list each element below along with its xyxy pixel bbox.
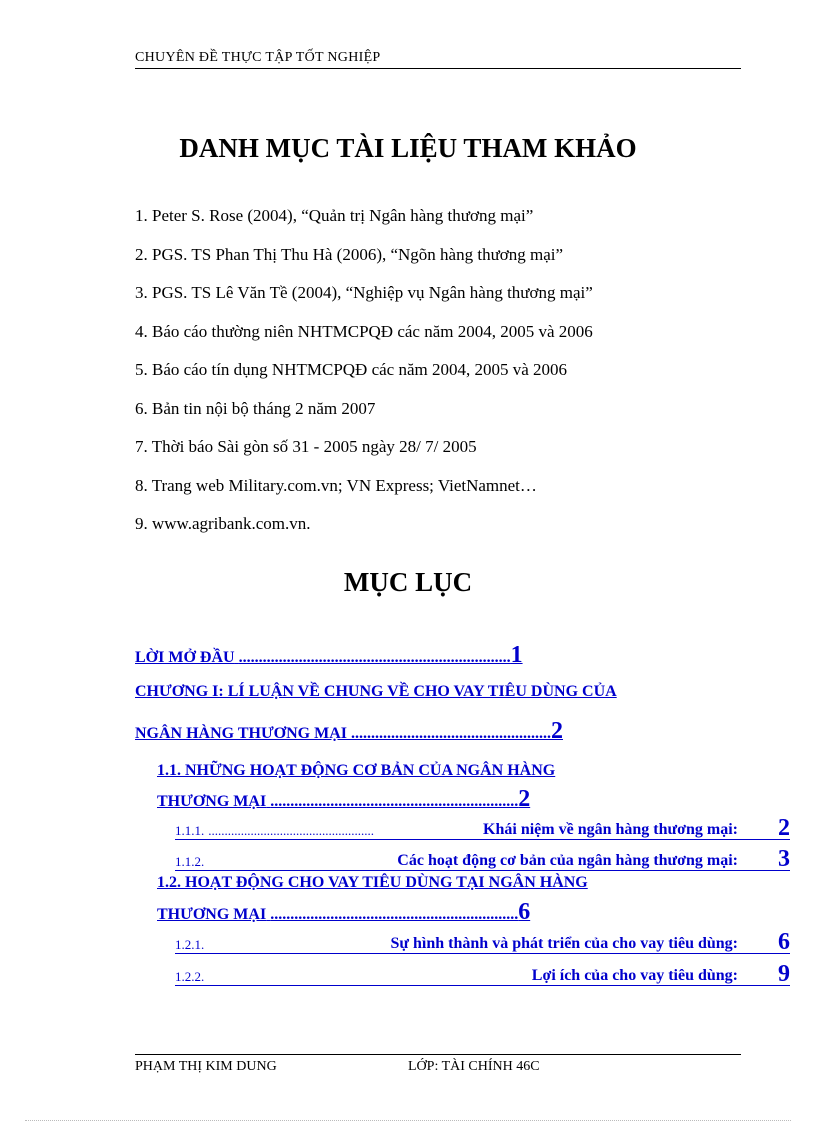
reference-item: 6. Bản tin nội bộ tháng 2 năm 2007: [135, 398, 376, 418]
toc-sub-1-2-1-label: Sự hình thành và phát triển của cho vay tiêu dùng:: [390, 935, 738, 952]
toc-section-1-2-line2: THƯƠNG MẠI: [157, 906, 267, 923]
reference-item: 3. PGS. TS Lê Văn Tề (2004), “Nghiệp vụ Ngân hàng thương mại”: [135, 283, 593, 302]
toc-chapter1-line2: NGÂN HÀNG THƯƠNG MẠI: [135, 725, 347, 742]
toc-chapter1-line1: CHƯƠNG I: LÍ LUẬN VỀ CHUNG VỀ CHO VAY TIÊU DÙNG CỦA: [135, 683, 617, 700]
toc-sub-1-2-1-number: 1.2.1.: [175, 937, 205, 952]
toc-sub-1-1-2-page: 3: [778, 846, 790, 872]
reference-item: 2. PGS. TS Phan Thị Thu Hà (2006), “Ngõn hàng thương mại”: [135, 244, 564, 264]
toc-section-1-1-page: 2: [518, 786, 531, 812]
toc-link-section-1-1[interactable]: [157, 762, 555, 780]
toc-link-section-1-1-cont[interactable]: [157, 786, 530, 813]
toc-sub-1-1-1-number: 1.1.1.: [175, 823, 205, 838]
reference-item: 1. Peter S. Rose (2004), “Quản trị Ngân hàng thương mại”: [135, 206, 534, 225]
toc-sub-1-2-2-page: 9: [778, 961, 790, 987]
toc-section-1-1-line1: 1.1. NHỮNG HOẠT ĐỘNG CƠ BẢN CỦA NGÂN HÀNG: [157, 762, 556, 779]
toc-sub-1-2-2-label: Lợi ích của cho vay tiêu dùng:: [531, 967, 738, 984]
toc-sub-1-1-2-label: Các hoạt động cơ bản của ngân hàng thương mại:: [397, 852, 738, 869]
toc-section-1-1-dots: ..............................................................: [270, 793, 519, 810]
toc-section-1-2-dots: ..............................................................: [270, 906, 519, 923]
reference-item: 5. Báo cáo tín dụng NHTMCPQĐ các năm 2004, 2005 và 2006: [135, 360, 568, 379]
toc-link-sub-1-2-2[interactable]: [175, 963, 790, 986]
page-bottom-divider: [25, 1120, 791, 1121]
toc-chapter1-page: 2: [551, 718, 563, 744]
references-title: DANH MỤC TÀI LIỆU THAM KHẢO: [179, 133, 637, 163]
toc-chapter1-dots: ..................................................: [351, 725, 551, 742]
reference-item: 9. www.agribank.com.vn.: [135, 514, 311, 533]
toc-intro-page: 1: [510, 642, 523, 668]
page-footer: [135, 1054, 741, 1075]
toc-link-sub-1-1-2[interactable]: [175, 848, 790, 871]
reference-item: 8. Trang web Military.com.vn; VN Express; VietNamnet…: [135, 475, 537, 495]
toc-sub-1-1-2-number: 1.1.2.: [175, 854, 205, 869]
toc-link-section-1-2-cont[interactable]: [157, 899, 530, 926]
toc-link-sub-1-2-1[interactable]: [175, 931, 790, 954]
toc-sub-1-2-1-page: 6: [778, 929, 790, 955]
references-list: [135, 205, 593, 552]
toc-sub-1-2-2-number: 1.2.2.: [175, 969, 205, 984]
footer-class: LỚP: TÀI CHÍNH 46C: [408, 1059, 540, 1074]
toc-link-chapter1-cont[interactable]: [135, 718, 563, 745]
toc-link-chapter1[interactable]: [135, 683, 617, 701]
toc-title: MỤC LỤC: [343, 567, 473, 597]
toc-intro-label: LỜI MỞ ĐẦU: [135, 649, 235, 666]
toc-sub-1-1-1-dots: ...................................................: [208, 823, 374, 838]
toc-section-1-2-page: 6: [518, 899, 531, 925]
toc-link-sub-1-1-1[interactable]: [175, 817, 790, 840]
toc-intro-dots: ....................................................................: [238, 649, 511, 666]
toc-section-1-1-line2: THƯƠNG MẠI: [157, 793, 267, 810]
reference-item: 7. Thời báo Sài gòn số 31 - 2005 ngày 28/ 7/ 2005: [135, 437, 477, 456]
page-header: CHUYÊN ĐỀ THỰC TẬP TỐT NGHIỆP: [135, 50, 741, 69]
toc-link-intro[interactable]: [135, 642, 523, 669]
toc-section-1-2-line1: 1.2. HOẠT ĐỘNG CHO VAY TIÊU DÙNG TẠI NGÂN HÀNG: [157, 874, 588, 891]
reference-item: 4. Báo cáo thường niên NHTMCPQĐ các năm 2004, 2005 và 2006: [135, 321, 593, 341]
toc-sub-1-1-1-label: Khái niệm về ngân hàng thương mại:: [483, 821, 738, 838]
toc-sub-1-1-1-page: 2: [778, 815, 790, 841]
footer-author: PHẠM THỊ KIM DUNG: [135, 1059, 277, 1074]
toc-link-section-1-2[interactable]: [157, 874, 588, 892]
